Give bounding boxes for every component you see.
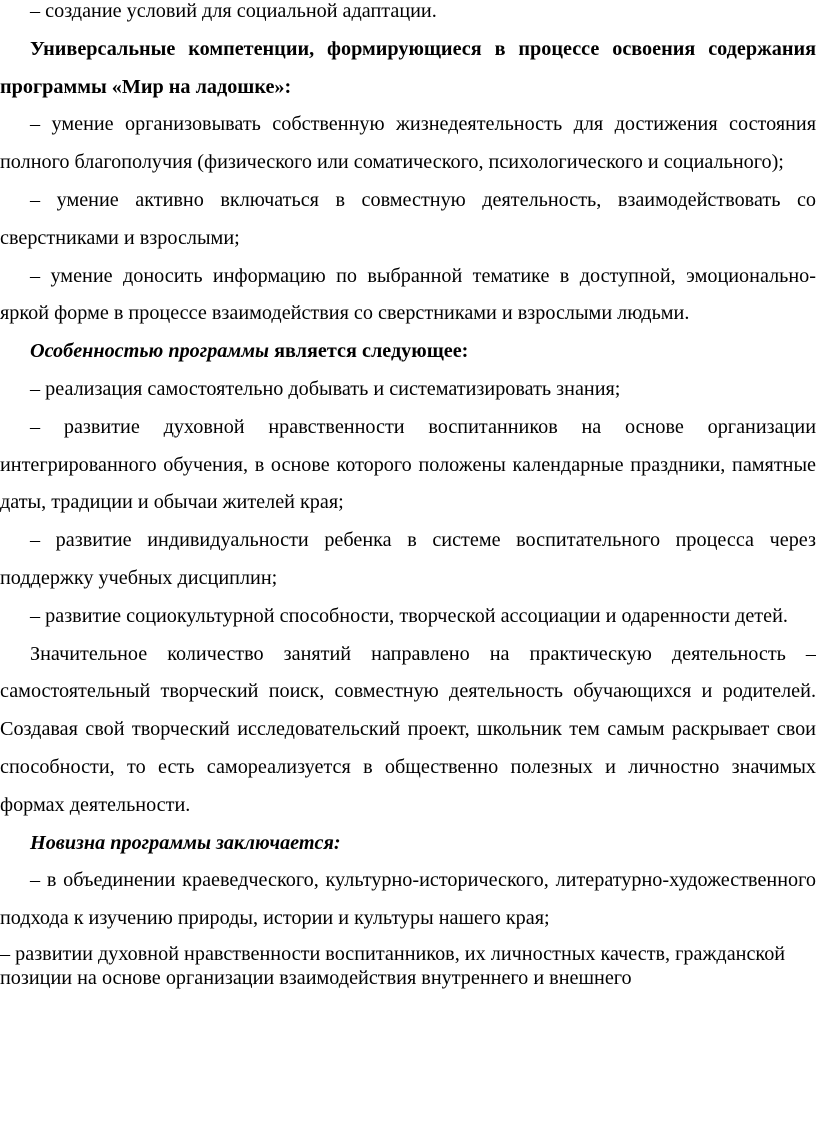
- competency-item-3: – умение доносить информацию по выбранной тематике в доступной, эмоционально-яркой форме в процессе взаимодействия со сверстниками и взрослыми людьми.: [0, 264, 816, 325]
- competency-item-2: – умение активно включаться в совместную деятельность, взаимодействовать со сверстниками и взрослыми;: [0, 188, 816, 249]
- feature-heading-italic: Особенностью программы: [30, 340, 270, 363]
- feature-item-2: – развитие духовной нравственности воспитанников на основе организации интегрированного обучения, в основе которого положены календарные праздники, памятные даты, традиции и обычаи жителей края;: [0, 415, 816, 514]
- practice-paragraph: Значительное количество занятий направлено на практическую деятельность – самостоятельный творческий поиск, совместную деятельность обучающихся и родителей. Создавая свой творческий исследовательский проект, школьник тем самым раскрывает свои способности, то есть самореализуется в общественно полезных и личностно значимых формах деятельности.: [0, 642, 816, 816]
- feature-item-1: – реализация самостоятельно добывать и систематизировать знания;: [30, 377, 621, 400]
- feature-heading: [0, 333, 816, 371]
- tail-fragment: – развитии духовной нравственности воспитанников, их личностных качеств, гражданской позиции на основе организации взаимодействия внутреннего и внешнего: [0, 942, 786, 989]
- feature-item-4: – развитие социокультурной способности, творческой ассоциации и одаренности детей.: [30, 604, 788, 627]
- feature-item-3: – развитие индивидуальности ребенка в системе воспитательного процесса через поддержку учебных дисциплин;: [0, 529, 816, 589]
- feature-heading-rest: является следующее:: [269, 340, 469, 363]
- adaptation-item: – создание условий для социальной адаптации.: [30, 0, 437, 22]
- novelty-item: – в объединении краеведческого, культурно-исторического, литературно-художественного подхода к изучению природы, истории и культуры нашего края;: [0, 869, 816, 930]
- novelty-heading: Новизна программы заключается:: [30, 831, 341, 854]
- competency-item-1: – умение организовывать собственную жизнедеятельность для достижения состояния полного благополучия (физического или соматического, психологического и социального);: [0, 113, 816, 174]
- competencies-heading: Универсальные компетенции, формирующиеся в процессе освоения содержания программы «Мир на ладошке»:: [0, 37, 816, 98]
